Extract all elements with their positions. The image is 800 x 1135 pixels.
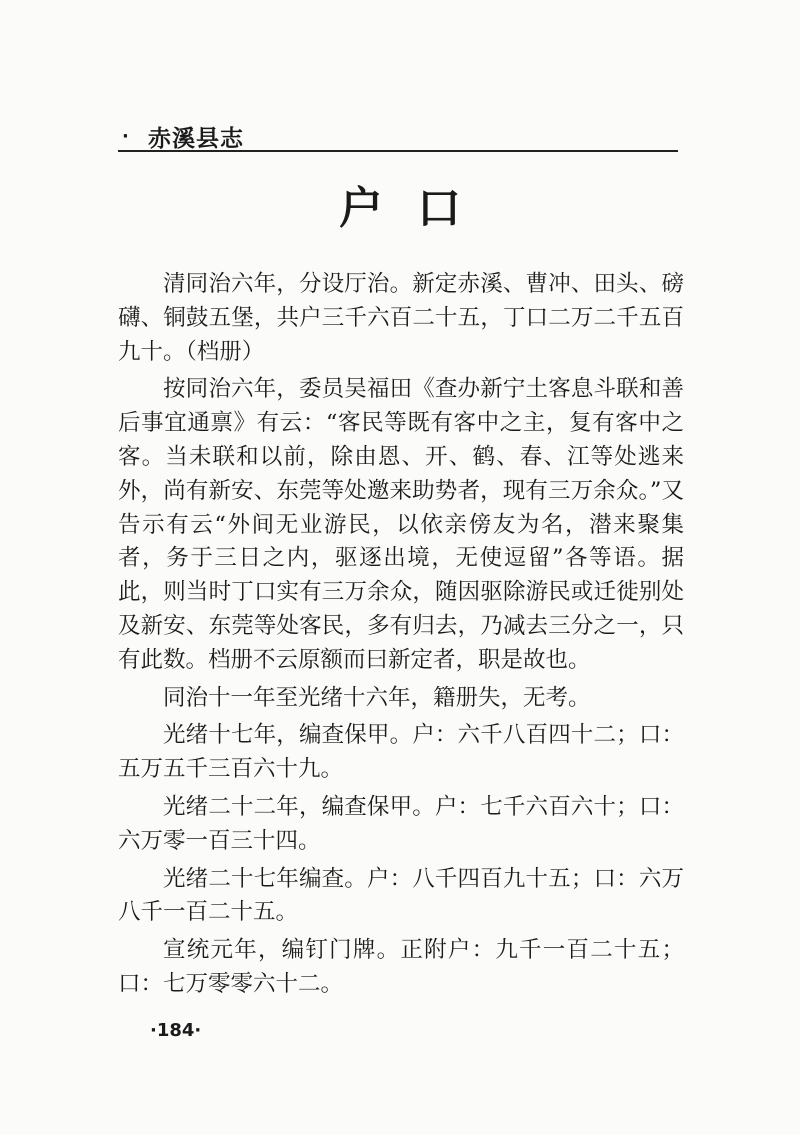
- paragraph: 宣统元年，编钉门牌。正附户：九千一百二十五；口：七万零零六十二。: [118, 937, 684, 997]
- paragraph: 光绪十七年，编查保甲。户：六千八百四十二；口：五万五千三百六十九。: [118, 722, 684, 783]
- paragraph: 按同治六年，委员吴福田《查办新宁土客息斗联和善后事宜通禀》有云：“客民等既有客中之主，复有客中之客。当未联和以前，除由恩、开、鹤、春、江等处逃来外，尚有新安、东莞等处邀来助势者，现有三万余众。”又告示有云“外间无业游民，以依亲傍友为名，潜来聚集者，务于三日之内，驱逐出境，无使逗留”各等语。据此，则当时丁口实有三万余众，随因驱除游民或迁徙别处及新安、东莞等处客民，多有归去，乃减去三分之一，只有此数。档册不云原额而曰新定者，职是故也。: [118, 376, 684, 673]
- running-header: [118, 120, 678, 152]
- paragraph: 光绪二十七年编查。户：八千四百九十五；口：六万八千一百二十五。: [118, 865, 684, 926]
- paragraph: 清同治六年，分设厅治。新定赤溪、曹冲、田头、磅礴、铜鼓五堡，共户三千六百二十五，丁口二万二千五百九十。（档册）: [118, 271, 684, 365]
- page-number: ·184·: [150, 1020, 202, 1041]
- header-bullet: ·: [122, 126, 129, 147]
- chapter-title: 户口: [339, 183, 495, 234]
- body-text: [118, 268, 684, 1002]
- header-book-title: 赤溪县志: [148, 126, 244, 152]
- paragraph: 同治十一年至光绪十六年，籍册失，无考。: [163, 684, 591, 711]
- paragraph: 光绪二十二年，编查保甲。户：七千六百六十；口：六万零一百三十四。: [118, 793, 684, 854]
